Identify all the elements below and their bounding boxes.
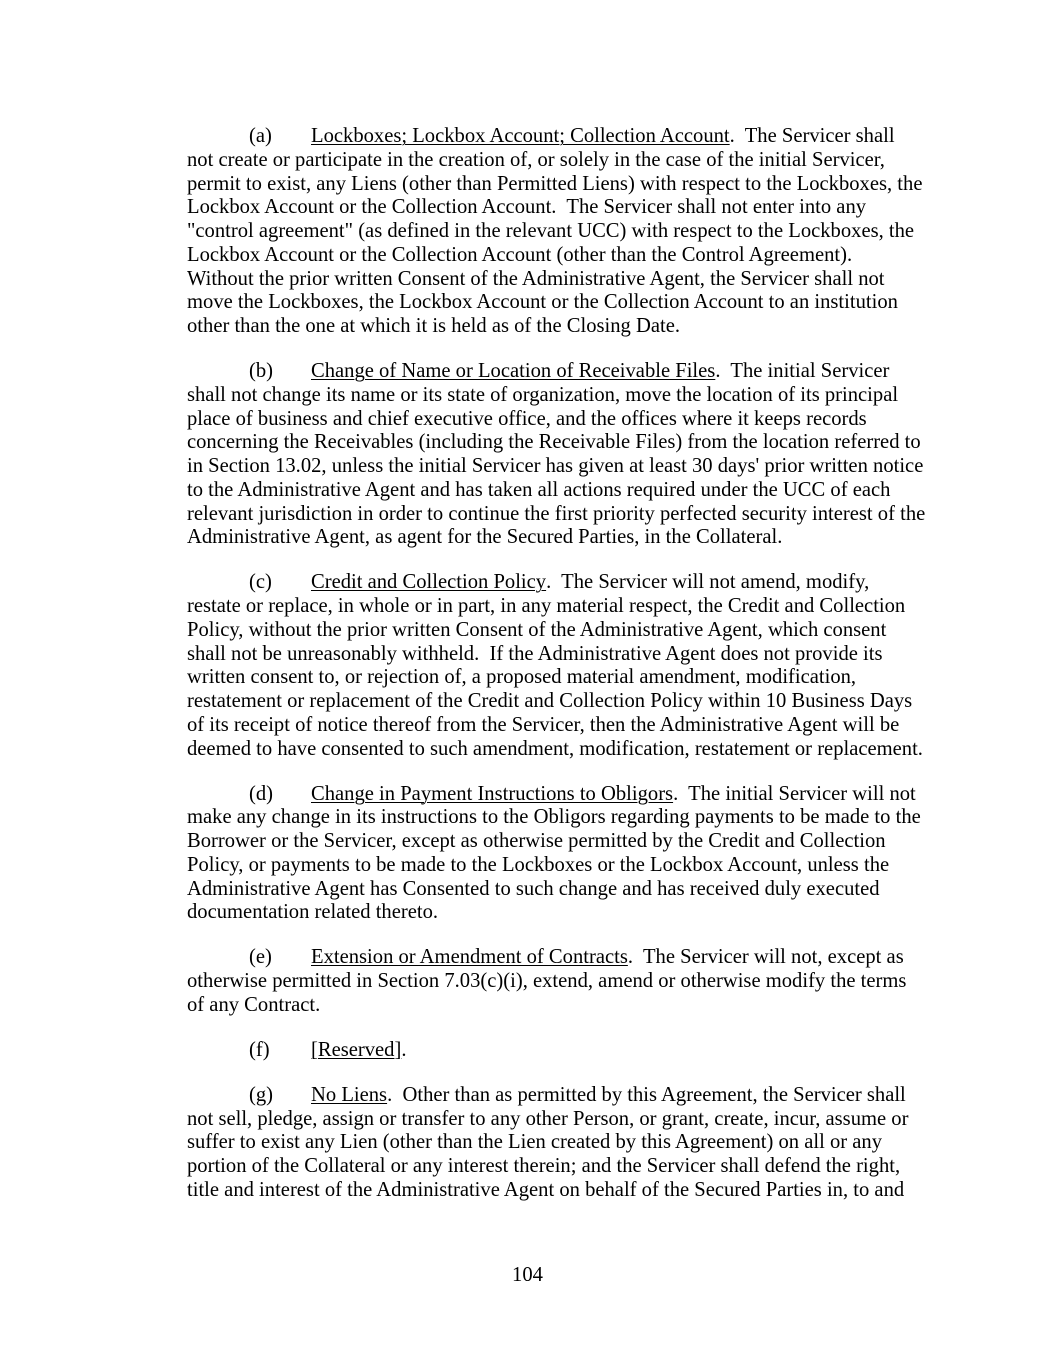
text-line: not create or participate in the creation of, or solely in the case of the initial Servicer, bbox=[187, 148, 885, 171]
paragraph-lead-text: . Other than as permitted by this Agreement, the Servicer shall bbox=[387, 1083, 906, 1106]
paragraph-first-line bbox=[187, 360, 931, 384]
paragraph-b bbox=[187, 360, 931, 550]
paragraph-lead-text: . The initial Servicer will not bbox=[673, 782, 916, 805]
paragraph-label: (g) bbox=[249, 1083, 274, 1106]
text-line: suffer to exist any Lien (other than the Lien created by this Agreement) on all or any bbox=[187, 1131, 882, 1154]
text-line: Without the prior written Consent of the Administrative Agent, the Servicer shall not bbox=[187, 267, 885, 290]
text-line: make any change in its instructions to the Obligors regarding payments to be made to the bbox=[187, 806, 921, 829]
text-line: restatement or replacement of the Credit and Collection Policy within 10 Business Days bbox=[187, 690, 913, 712]
text-line: Administrative Agent, as agent for the Secured Parties, in the Collateral. bbox=[187, 526, 783, 549]
paragraph-heading: No Liens bbox=[311, 1083, 388, 1106]
paragraph-lead-text: . bbox=[401, 1038, 407, 1061]
paragraph-heading: Change of Name or Location of Receivable Files bbox=[311, 360, 716, 382]
text-line: Borrower or the Servicer, except as otherwise permitted by the Credit and Collection bbox=[187, 830, 886, 852]
text-line: not sell, pledge, assign or transfer to any other Person, or grant, create, incur, assume or bbox=[187, 1107, 909, 1130]
paragraph-lead-text: . The Servicer shall bbox=[729, 125, 895, 147]
paragraph-label: (a) bbox=[249, 125, 272, 147]
text-line: documentation related thereto. bbox=[187, 901, 439, 924]
text-line: place of business and chief executive office, and the offices where it keeps records bbox=[187, 407, 867, 430]
text-line: concerning the Receivables (including the Receivable Files) from the location referred to bbox=[187, 431, 921, 454]
text-line: of its receipt of notice thereof from the Servicer, then the Administrative Agent will be bbox=[187, 713, 900, 736]
paragraph-heading: Change in Payment Instructions to Obligors bbox=[311, 782, 674, 805]
text-line: written consent to, or rejection of, a proposed material amendment, modification, bbox=[187, 666, 857, 689]
paragraph-first-line bbox=[187, 571, 931, 595]
text-line: deemed to have consented to such amendment, modification, restatement or replacement. bbox=[187, 737, 923, 760]
paragraph-d bbox=[187, 783, 931, 926]
paragraph-lead-text: . The initial Servicer bbox=[715, 360, 890, 382]
paragraph-lead-text: . The Servicer will not, except as bbox=[627, 946, 904, 969]
paragraph-heading: Lockboxes; Lockbox Account; Collection Account bbox=[311, 125, 730, 147]
paragraph-f bbox=[187, 1039, 931, 1063]
paragraph-label: (e) bbox=[249, 946, 272, 969]
text-line: restate or replace, in whole or in part, in any material respect, the Credit and Collection bbox=[187, 595, 906, 617]
text-line: permit to exist, any Liens (other than Permitted Liens) with respect to the Lockboxes, the bbox=[187, 172, 923, 195]
page-number: 104 bbox=[512, 1264, 543, 1286]
text-line: to the Administrative Agent and has taken all actions required under the UCC of each bbox=[187, 478, 891, 501]
paragraph-a bbox=[187, 125, 931, 339]
text-line: Lockbox Account or the Collection Account (other than the Control Agreement). bbox=[187, 243, 853, 266]
paragraph-lead-text: . The Servicer will not amend, modify, bbox=[546, 571, 870, 594]
document-body bbox=[187, 125, 931, 1224]
text-line: Administrative Agent has Consented to such change and has received duly executed bbox=[187, 877, 880, 900]
text-line: "control agreement" (as defined in the relevant UCC) with respect to the Lockboxes, the bbox=[187, 220, 915, 242]
paragraph-c bbox=[187, 571, 931, 761]
text-line: shall not be unreasonably withheld. If the Administrative Agent does not provide its bbox=[187, 642, 883, 665]
paragraph-e bbox=[187, 946, 931, 1017]
paragraph-first-line bbox=[187, 1039, 931, 1063]
text-line: other than the one at which it is held as of the Closing Date. bbox=[187, 315, 680, 337]
text-line: Policy, without the prior written Consent of the Administrative Agent, which consent bbox=[187, 618, 887, 641]
paragraph-first-line bbox=[187, 1084, 931, 1108]
paragraph-heading: Extension or Amendment of Contracts bbox=[311, 946, 628, 969]
paragraph-first-line bbox=[187, 783, 931, 807]
paragraph-label: (c) bbox=[249, 571, 272, 594]
paragraph-first-line bbox=[187, 125, 931, 149]
paragraph-label: (f) bbox=[249, 1038, 270, 1061]
text-line: Policy, or payments to be made to the Lockboxes or the Lockbox Account, unless the bbox=[187, 853, 890, 876]
paragraph-heading: [Reserved] bbox=[311, 1038, 402, 1061]
paragraph-label: (b) bbox=[249, 360, 274, 382]
paragraph-g bbox=[187, 1084, 931, 1203]
text-line: shall not change its name or its state of organization, move the location of its principal bbox=[187, 383, 899, 406]
text-line: portion of the Collateral or any interest therein; and the Servicer shall defend the right, bbox=[187, 1155, 901, 1177]
text-line: otherwise permitted in Section 7.03(c)(i), extend, amend or otherwise modify the terms bbox=[187, 970, 907, 992]
paragraph-label: (d) bbox=[249, 782, 274, 805]
paragraph-first-line bbox=[187, 946, 931, 970]
text-line: move the Lockboxes, the Lockbox Account or the Collection Account to an institution bbox=[187, 291, 898, 314]
text-line: of any Contract. bbox=[187, 993, 321, 1016]
text-line: title and interest of the Administrative Agent on behalf of the Secured Parties in, to and bbox=[187, 1178, 905, 1201]
paragraph-heading: Credit and Collection Policy bbox=[311, 571, 547, 594]
text-line: relevant jurisdiction in order to continue the first priority perfected security interest of the bbox=[187, 502, 926, 525]
text-line: in Section 13.02, unless the initial Servicer has given at least 30 days' prior written notice bbox=[187, 455, 924, 477]
text-line: Lockbox Account or the Collection Account. The Servicer shall not enter into any bbox=[187, 196, 867, 219]
